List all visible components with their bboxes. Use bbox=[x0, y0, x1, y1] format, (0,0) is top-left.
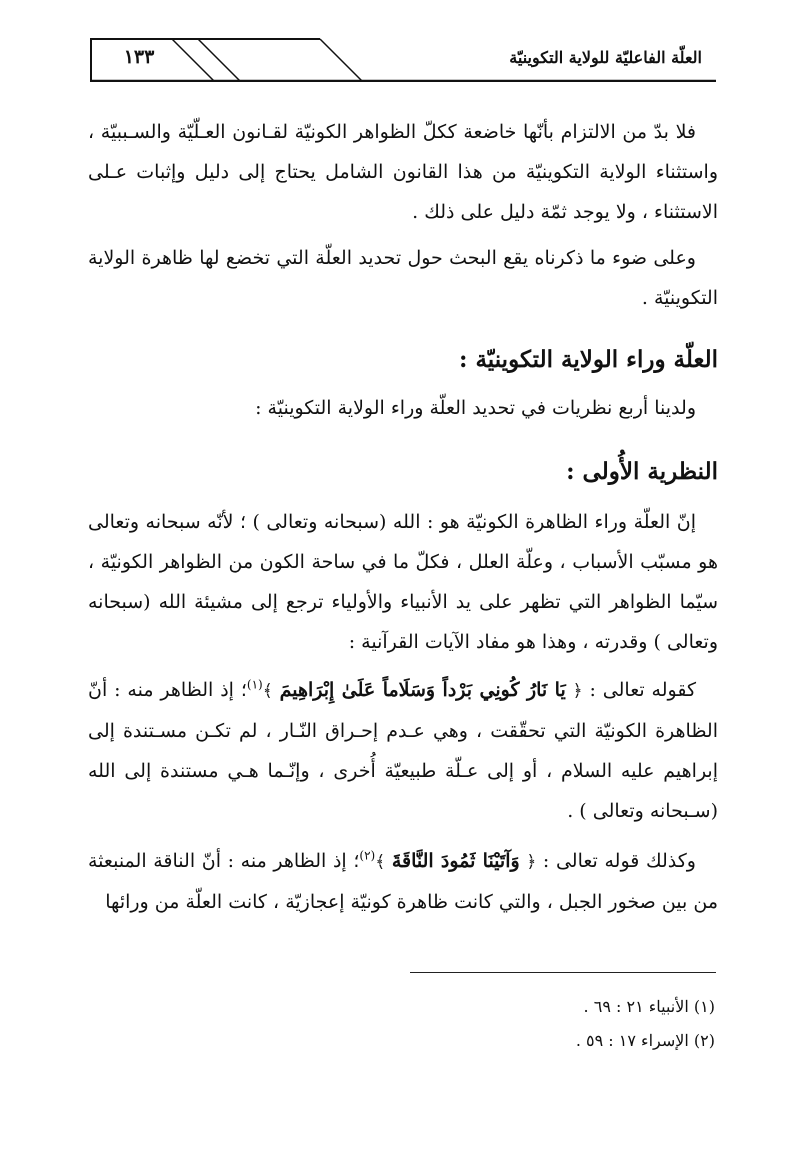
main-text bbox=[88, 112, 718, 922]
verse-commentary: ؛ إذ الظاهر منه : أنّ الناقة المنبعثة من بين صخور الجبل ، والتي كانت ظاهرة كونيّة إعجازيّة ، كانت العلّة من ورائها bbox=[88, 850, 718, 913]
quran-bracket-close: ﴾ bbox=[375, 852, 386, 872]
chapter-title: العلّة الفاعليّة للولاية التكوينيّة bbox=[509, 48, 702, 67]
page-number: ١٣٣ bbox=[123, 46, 155, 68]
footnotes bbox=[315, 990, 715, 1058]
section-heading: العلّة وراء الولاية التكوينيّة : bbox=[458, 346, 718, 373]
quran-bracket-open: ﴿ bbox=[572, 681, 583, 701]
quran-verse: يَا نَارُ كُونِي بَرْداً وَسَلَاماً عَلَىٰ إِبْرَاهِيمَ bbox=[279, 679, 566, 701]
footnote-1: (١) الأنبياء ٢١ : ٦٩ . bbox=[583, 997, 715, 1016]
footnote-separator bbox=[410, 972, 716, 973]
paragraph-4: إنّ العلّة وراء الظاهرة الكونيّة هو : الله (سبحانه وتعالى ) ؛ لأنّه سبحانه وتعالى هو مسبّب الأسباب ، وعلّة العلل ، فكلّ ما في ساحة الكون من الظواهر الكونيّة ، سيّما الظواهر التي تظهر على يد الأنبياء والأولياء ترجع إلى مشيئة الله (سبحانه وتعالى ) وقدرته ، وهذا هو مفاد الآيات القرآنية : bbox=[88, 511, 718, 653]
footnote-mark-1: (١) bbox=[246, 677, 263, 692]
subsection-heading: النظرية الأُولى : bbox=[566, 458, 718, 485]
quran-verse: وَآتَيْنَا ثَمُودَ النَّاقَةَ bbox=[391, 850, 520, 872]
paragraph-1: فلا بدّ من الالتزام بأنّها خاضعة ككلّ الظواهر الكونيّة لقـانون العـلّيّة والسـببيّة ، واستثناء الولاية التكوينيّة من هذا القانون الشامل يحتاج إلى دليل وإثبات عـلى الاستثناء ، ولا يوجد ثمّة دليل على ذلك . bbox=[88, 121, 718, 223]
paragraph-3: ولدينا أربع نظريات في تحديد العلّة وراء الولاية التكوينيّة : bbox=[255, 397, 696, 419]
paragraph-2: وعلى ضوء ما ذكرناه يقع البحث حول تحديد العلّة التي تخضع لها ظاهرة الولاية التكوينيّة . bbox=[88, 247, 718, 309]
paragraph-6 bbox=[88, 841, 718, 922]
verse-intro: كقوله تعالى : bbox=[589, 679, 697, 701]
verse-commentary: ؛ إذ الظاهر منه : أنّ الظاهرة الكونيّة التي تحقّقت ، وهي عـدم إحـراق النّـار ، لم تكـن مسـتندة إلى إبراهيم عليه السلام ، أو إلى عـلّة طبيعيّة أُخرى ، وإنّـما هـي مستندة إلى الله (سـبحانه وتعالى ) . bbox=[88, 679, 718, 822]
footnote-mark-2: (٢) bbox=[359, 848, 376, 863]
quran-bracket-close: ﴾ bbox=[262, 681, 273, 701]
verse-intro: وكذلك قوله تعالى : bbox=[542, 850, 696, 872]
quran-bracket-open: ﴿ bbox=[526, 852, 537, 872]
running-header bbox=[90, 38, 716, 82]
paragraph-5 bbox=[88, 670, 718, 831]
footnote-2: (٢) الإسراء ١٧ : ٥٩ . bbox=[575, 1031, 715, 1050]
